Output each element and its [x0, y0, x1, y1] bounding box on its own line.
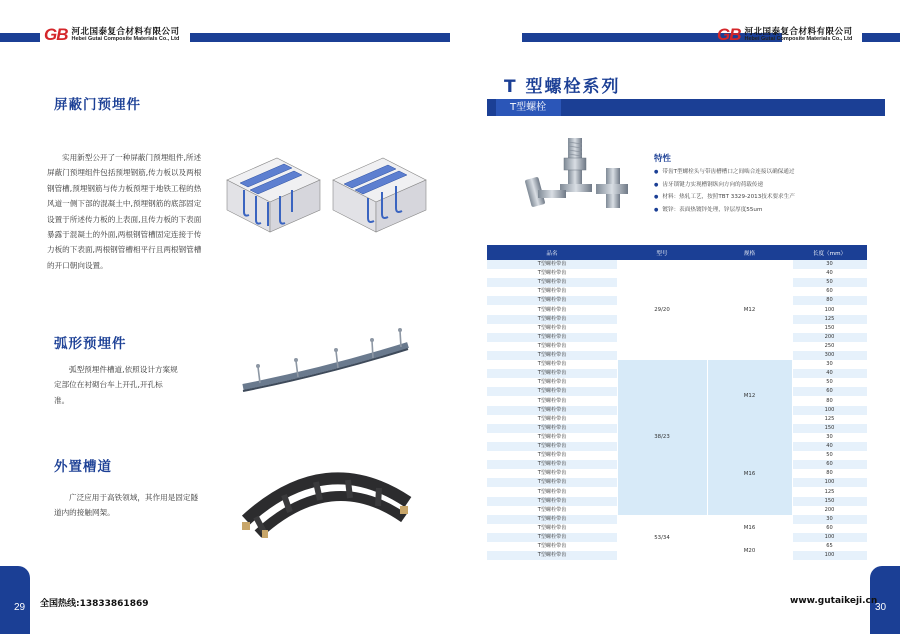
subtitle-tab: T型螺栓 [496, 99, 561, 116]
cell-length: 80 [826, 397, 833, 404]
cell-length: 60 [826, 388, 833, 395]
body-line: 风道一侧下部的混凝土中,预埋钢筋的底部固定 [47, 199, 202, 209]
cell-length: 100 [824, 406, 835, 413]
cell-product-name: T型螺栓带齿 [537, 543, 567, 550]
header-length: 长度（mm） [812, 250, 847, 257]
cell-length: 30 [826, 433, 833, 440]
cell-length: 300 [824, 352, 835, 358]
cell-product-name: T型螺栓带齿 [537, 479, 567, 486]
table-header [487, 245, 867, 260]
cell-product-name: T型螺栓带齿 [537, 515, 567, 522]
body-line: 实用新型公开了一种屏蔽门预埋组件,所述 [62, 153, 202, 162]
cell-product-name: T型螺栓带齿 [537, 270, 567, 277]
cell-length: 40 [826, 443, 833, 449]
body-line: 屏蔽门预埋组件包括预埋钢筋,传力板以及两根 [47, 168, 202, 178]
cell-model: 53/34 [617, 515, 707, 561]
cell-product-name: T型螺栓带齿 [537, 324, 567, 331]
cell-product-name: T型螺栓带齿 [537, 443, 567, 449]
page-number-tab-left [0, 566, 30, 634]
header-spec: 规格 [743, 250, 756, 257]
cell-length: 50 [826, 379, 833, 386]
cell-spec: M12 [707, 360, 792, 433]
cell-length: 80 [826, 470, 833, 477]
cell-length: 60 [826, 461, 833, 468]
body-line: 钢管槽,预埋钢筋与传力板预埋于地铁工程的热 [47, 183, 202, 193]
cell-product-name: T型螺栓带齿 [537, 370, 567, 377]
cell-product-name: T型螺栓带齿 [537, 552, 567, 559]
cell-product-name: T型螺栓带齿 [537, 352, 567, 358]
screen-door-embed-image-1 [222, 150, 322, 245]
right-page [450, 0, 900, 635]
cell-length: 40 [826, 370, 833, 377]
cell-length: 30 [826, 361, 833, 368]
cell-length: 150 [824, 424, 835, 431]
cell-length: 30 [826, 515, 833, 522]
spec-table [487, 245, 867, 578]
header-bar-right [190, 33, 450, 42]
cell-length: 30 [826, 261, 833, 267]
features-list [654, 166, 795, 216]
header-model: 型号 [656, 250, 668, 257]
cell-length: 50 [826, 279, 833, 286]
cell-product-name: T型螺栓带齿 [537, 470, 567, 477]
feature-item: ● 带齿T型螺栓头与带齿槽槽口之间啮合连接以确保通过 [654, 166, 795, 179]
cell-product-name: T型螺栓带齿 [537, 315, 567, 322]
features-title: 特性 [654, 154, 672, 164]
cell-length: 125 [824, 315, 835, 322]
cell-product-name: T型螺栓带齿 [537, 415, 567, 422]
cell-length: 150 [824, 497, 835, 504]
table-body [487, 260, 867, 578]
cell-product-name: T型螺栓带齿 [537, 333, 567, 340]
cell-spec: M16 [707, 515, 792, 542]
company-name-cn: 河北国泰复合材料有限公司 [744, 26, 853, 37]
body-line: 准。 [54, 395, 70, 405]
section-title-screen-door: 屏蔽门预埋件 [54, 97, 141, 113]
cell-product-name: T型螺栓带齿 [537, 524, 567, 531]
cell-product-name: T型螺栓带齿 [537, 488, 567, 495]
cell-length: 60 [826, 524, 833, 531]
feature-item: ● 材料：热轧工艺，按照TBT 3329-2013技术要求生产 [654, 191, 795, 204]
section-title-external-channel: 外置槽道 [54, 459, 112, 475]
page-number: 29 [14, 602, 26, 613]
column-divider [617, 260, 618, 560]
cell-product-name: T型螺栓带齿 [537, 297, 567, 304]
cell-length: 80 [826, 297, 833, 304]
cell-model: 38/23 [617, 360, 707, 515]
t-bolt-image [520, 128, 640, 218]
cell-length: 250 [824, 342, 835, 349]
body-line: 定部位在衬砌台车上开孔,开孔标 [54, 380, 163, 390]
body-line: 弧型预埋件槽道,依照设计方案规 [69, 365, 178, 374]
header-name: 品名 [546, 250, 558, 257]
cell-length: 50 [826, 452, 833, 459]
hotline: 全国热线:13833861869 [40, 599, 149, 609]
cell-length: 125 [824, 488, 835, 495]
body-line: 广泛应用于高铁领域，其作用是固定隧 [69, 493, 199, 502]
cell-model: 29/20 [617, 260, 707, 360]
section-body-screen-door [47, 150, 217, 273]
body-line: 力板的下表面,两根钢管槽相平行且两根钢管槽 [47, 245, 202, 255]
cell-product-name: T型螺栓带齿 [537, 379, 567, 386]
cell-product-name: T型螺栓带齿 [537, 388, 567, 395]
section-body-external-channel [54, 490, 214, 521]
cell-product-name: T型螺栓带齿 [537, 342, 567, 349]
section-title-arc-embed: 弧形预埋件 [54, 336, 127, 352]
cell-product-name: T型螺栓带齿 [537, 534, 567, 540]
page-number: 30 [875, 602, 887, 613]
cell-product-name: T型螺栓带齿 [537, 361, 567, 368]
column-divider [707, 260, 708, 560]
company-name-cn: 河北国泰复合材料有限公司 [71, 26, 180, 37]
company-logo [717, 25, 853, 45]
cell-product-name: T型螺栓带齿 [537, 433, 567, 440]
cell-spec: M16 [707, 433, 792, 515]
section-body-arc-embed [54, 362, 204, 408]
logo-mark: GB [717, 25, 741, 44]
logo-mark: GB [44, 25, 68, 44]
arc-embed-image [238, 325, 418, 410]
company-logo [44, 25, 180, 45]
cell-product-name: T型螺栓带齿 [537, 452, 567, 459]
body-line: 的开口朝向设置。 [47, 260, 108, 270]
cell-product-name: T型螺栓带齿 [537, 306, 567, 313]
column-divider [792, 260, 793, 560]
company-name-en: Hebei Gutai Composite Materials Co., Ltd [744, 36, 853, 42]
cell-product-name: T型螺栓带齿 [537, 261, 567, 267]
cell-product-name: T型螺栓带齿 [537, 397, 567, 404]
body-line: 暴露于混凝土的外面,两根钢管槽固定连接于传 [47, 230, 202, 240]
cell-length: 125 [824, 415, 835, 422]
cell-length: 150 [824, 324, 835, 331]
cell-product-name: T型螺栓带齿 [537, 406, 567, 413]
cell-length: 200 [824, 506, 835, 513]
feature-item: ● 镀锌：表面热镀锌处理，锌层厚度55um [654, 204, 795, 217]
cell-length: 200 [824, 333, 835, 340]
cell-spec: M20 [707, 542, 792, 560]
external-channel-image [236, 462, 416, 542]
company-name-en: Hebei Gutai Composite Materials Co., Ltd [71, 36, 180, 42]
cell-product-name: T型螺栓带齿 [537, 288, 567, 295]
cell-product-name: T型螺栓带齿 [537, 506, 567, 513]
cell-length: 100 [824, 534, 835, 540]
body-line: 道内的接触网架。 [54, 508, 115, 518]
website: www.gutaikeji.cn [790, 596, 878, 606]
feature-item: ● 齿牙锁键力实现槽钢纵向方向的荷载传递 [654, 179, 795, 192]
cell-length: 100 [824, 552, 835, 559]
body-line: 设置于所述传力板的上表面,且传力板的下表面 [47, 214, 202, 224]
screen-door-embed-image-2 [328, 150, 428, 245]
cell-length: 100 [824, 306, 835, 313]
cell-length: 40 [826, 270, 833, 277]
header-bar-left [0, 33, 40, 42]
header-bar-right [862, 33, 900, 42]
cell-length: 60 [826, 288, 833, 295]
series-title: T 型螺栓系列 [504, 77, 621, 97]
cell-product-name: T型螺栓带齿 [537, 461, 567, 468]
cell-product-name: T型螺栓带齿 [537, 279, 567, 286]
cell-product-name: T型螺栓带齿 [537, 424, 567, 431]
cell-length: 65 [826, 543, 833, 550]
cell-length: 100 [824, 479, 835, 486]
cell-product-name: T型螺栓带齿 [537, 497, 567, 504]
cell-spec: M12 [707, 260, 792, 360]
